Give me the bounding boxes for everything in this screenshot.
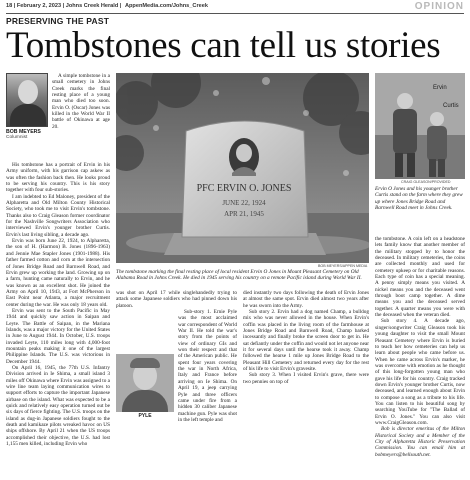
- article-column-1-top: [52, 73, 110, 130]
- pyle-photo: [116, 354, 174, 412]
- inscription-line-2: JUNE 22, 1924: [222, 199, 266, 207]
- article-column-4: [375, 236, 465, 458]
- paragraph: Sub story 3. When I visited Ervin's grave, there were two pennies on top of: [243, 372, 369, 385]
- author-bio: Bob is director emeritus of the Milton Historical Society and a Member of the City of Alpharetta Historic Preservation Commission. You can email him at bobmeyers@bellsouth.net.: [375, 426, 465, 458]
- paragraph: died instantly two days following the death of Ervin Jones at almost the same spot. Ervin died almost two years after he was sworn into the Army.: [243, 290, 369, 309]
- paragraph: I am indebted to Ed Maloney, president of the Alpharetta and Old Milton County Historical Society, who took me to visit Ervin's tombstone. Thanks also to Craig Gleason former coordinator for the Nashville Songwriters Association who interviewed Ervin's younger brother Curtis. Ervin's last living sibling, a decade ago.: [6, 193, 110, 238]
- photo-credit: CRAIG GLEASON/PROVIDED: [401, 180, 451, 184]
- kicker: PRESERVING THE PAST: [6, 16, 110, 26]
- inscription-line-1: PFC ERVIN O. JONES: [196, 183, 292, 194]
- label-ervin: Ervin: [433, 85, 447, 91]
- article-column-1: [6, 162, 110, 447]
- page-info: 18 | February 2, 2023 | Johns Creek Herald |: [6, 3, 122, 9]
- paragraph: Ervin was sent to the South Pacific in May 1944 and quickly saw action in Saipan and Leyte. The Battle of Saipan, in the Mariana Islands, was a major victory for the United States in June to August 1944. In October, U.S. troops invaded Leyte, 110 miles long with 4,000-foot mountain peaks making it one of the largest Philippine Islands. The U.S. was victorious in December 1944.: [6, 307, 110, 365]
- photo-caption: Ervin O Jones and his younger brother Curtis stand on the farm where they grew up where Jones Bridge Road and Barnwell Road meet in Johns Creek.: [375, 186, 463, 211]
- paragraph: Sub story 2. Ervin had a dog named Champ, a bulldog mix who was never allowed in the house. When Ervin's coffin was placed in the living room of the farmhouse at Jones Bridge Road and Barnwell Road, Champ barked incessantly and finally broke the screen door to get in. He sat defiantly under the coffin and would not let anyone near it for several days until the hearse took it away. Champ followed the hearse 1 mile up Jones Bridge Road to the Pleasant Hill Cemetery and returned every day for the rest of his life to visit Ervin's gravesite.: [243, 309, 369, 373]
- article-column-3: [243, 290, 369, 385]
- brothers-photo: [375, 73, 465, 179]
- site-url: AppenMedia.com/Johns_Creek: [124, 3, 208, 9]
- header-rule: [6, 13, 464, 14]
- columnist-name: BOB MEYERS: [6, 129, 41, 135]
- paragraph: Sub story 4. A decade ago, singer/songwriter Craig Gleason took his young daughter to visit the small Mount Pleasant Cemetery where Ervin is buried to teach her how cemeteries can help us learn about people who came before us. When he came across Ervin's marker, he was overcome with emotion as he thought of this long-forgotten young man who gave his life for his country. Craig tracked down Ervin's younger brother Curtis, now deceased, and learned enough about Ervin to compose a song as a tribute to his life. You can listen to his beautiful song by searching YouTube for "The Ballad of Ervin O. Jones." You can also visit www.CraigGleason.com.: [375, 318, 465, 426]
- columnist-photo: [6, 73, 48, 127]
- inscription-line-3: APR 21, 1945: [224, 210, 264, 218]
- paragraph: On April 16, 1945, the 77th U.S. Infantry Division arrived in Ie Shima, a small island 3 miles off Okinawa where Ervin was assigned to a wire line team laying communication wires to support efforts to capture the important Japanese airbase on the island. What was expected to be a quick and relatively easy operation turned out be six days of fierce fighting. The U.S. troops on the island as dug-in Japanese soldiers fought to the death and kamikaze pilots wreaked havoc on US ships offshore. By April 21 when the US troops accomplished their objective, the U.S. had lost 1,155 men killed, including Ervin who: [6, 365, 111, 448]
- paragraph: the tombstone. A coin left on a headstone lets family know that another member of the military stopped by to honor the deceased. In military cemeteries, the coins are collected monthly and used for cemetery upkeep or for charitable reasons. Each type of coin has a special meaning. A penny simply means you visited. A nickel means you and the deceased went through boot camp together. A dime means you and the deceased served together. A quarter means you were with the deceased when the veteran died.: [375, 236, 465, 319]
- paragraph: A simple tombstone in a small cemetery in Johns Creek marks the final resting place of a young man who died too soon. Ervin O. (Oscar) Jones was killed in the World War II battle of Okinawa at age 20.: [52, 73, 110, 130]
- paragraph: was shot on April 17 while singlehandedly trying to attack some Japanese soldiers who had pinned down his platoon.: [116, 290, 237, 309]
- columnist-title: Columnist: [6, 135, 28, 140]
- paragraph: His tombstone has a portrait of Ervin in his Army uniform, with his garrison cap askew as was often the fashion back then. He looks proud to be serving his country. This is his story together with four sub-stories.: [6, 162, 110, 194]
- section-label: OPINION: [414, 1, 464, 12]
- headline: Tombstones can tell us stories: [6, 25, 441, 66]
- photo-credit: BOB MEYERS/APPEN MEDIA: [318, 264, 368, 268]
- paragraph: Ervin was born June 22, 1924, to Alpharetta, the son of H. (Harmon) B. Jones (1896-1963) and Jennie Mae Stapler Jones (1901-1988). His father farmed cotton and corn at the intersection of Jones Bridge Road and Barnwell Road, and Ervin grew up working the land. Growing up on a farm, hunting came naturally to Ervin, and he was known as an excellent shot. He joined the Army on April 10, 1943, at Fort McPherson in East Point near Atlanta, a major recruitment center during the war. He was only 18 years old.: [6, 238, 110, 308]
- paragraph: Sub-story 1. Ernie Pyle was the most acclaimed war correspondent of World War II. He told the war's story from the points of view of ordinary GIs and won their respect and that of the American public. He spent four years covering the war in North Africa, Italy and France before arriving on Ie Shima. On April 19, a jeep carrying Pyle and three officers came under fire from a hidden 30 caliber Japanese machine gun. Pyle was shot in the left temple and: [178, 309, 237, 423]
- photo-caption: The tombstone marking the final resting place of local resident Ervin O Jones in Mount Pleasant Cemetery on Old Alabama Road in Johns Creek. He died in 1945 serving his country on a remote Pacific island during World War II.: [116, 269, 362, 282]
- pyle-label: PYLE: [138, 413, 152, 419]
- label-curtis: Curtis: [443, 103, 459, 109]
- tombstone-photo: [116, 73, 369, 263]
